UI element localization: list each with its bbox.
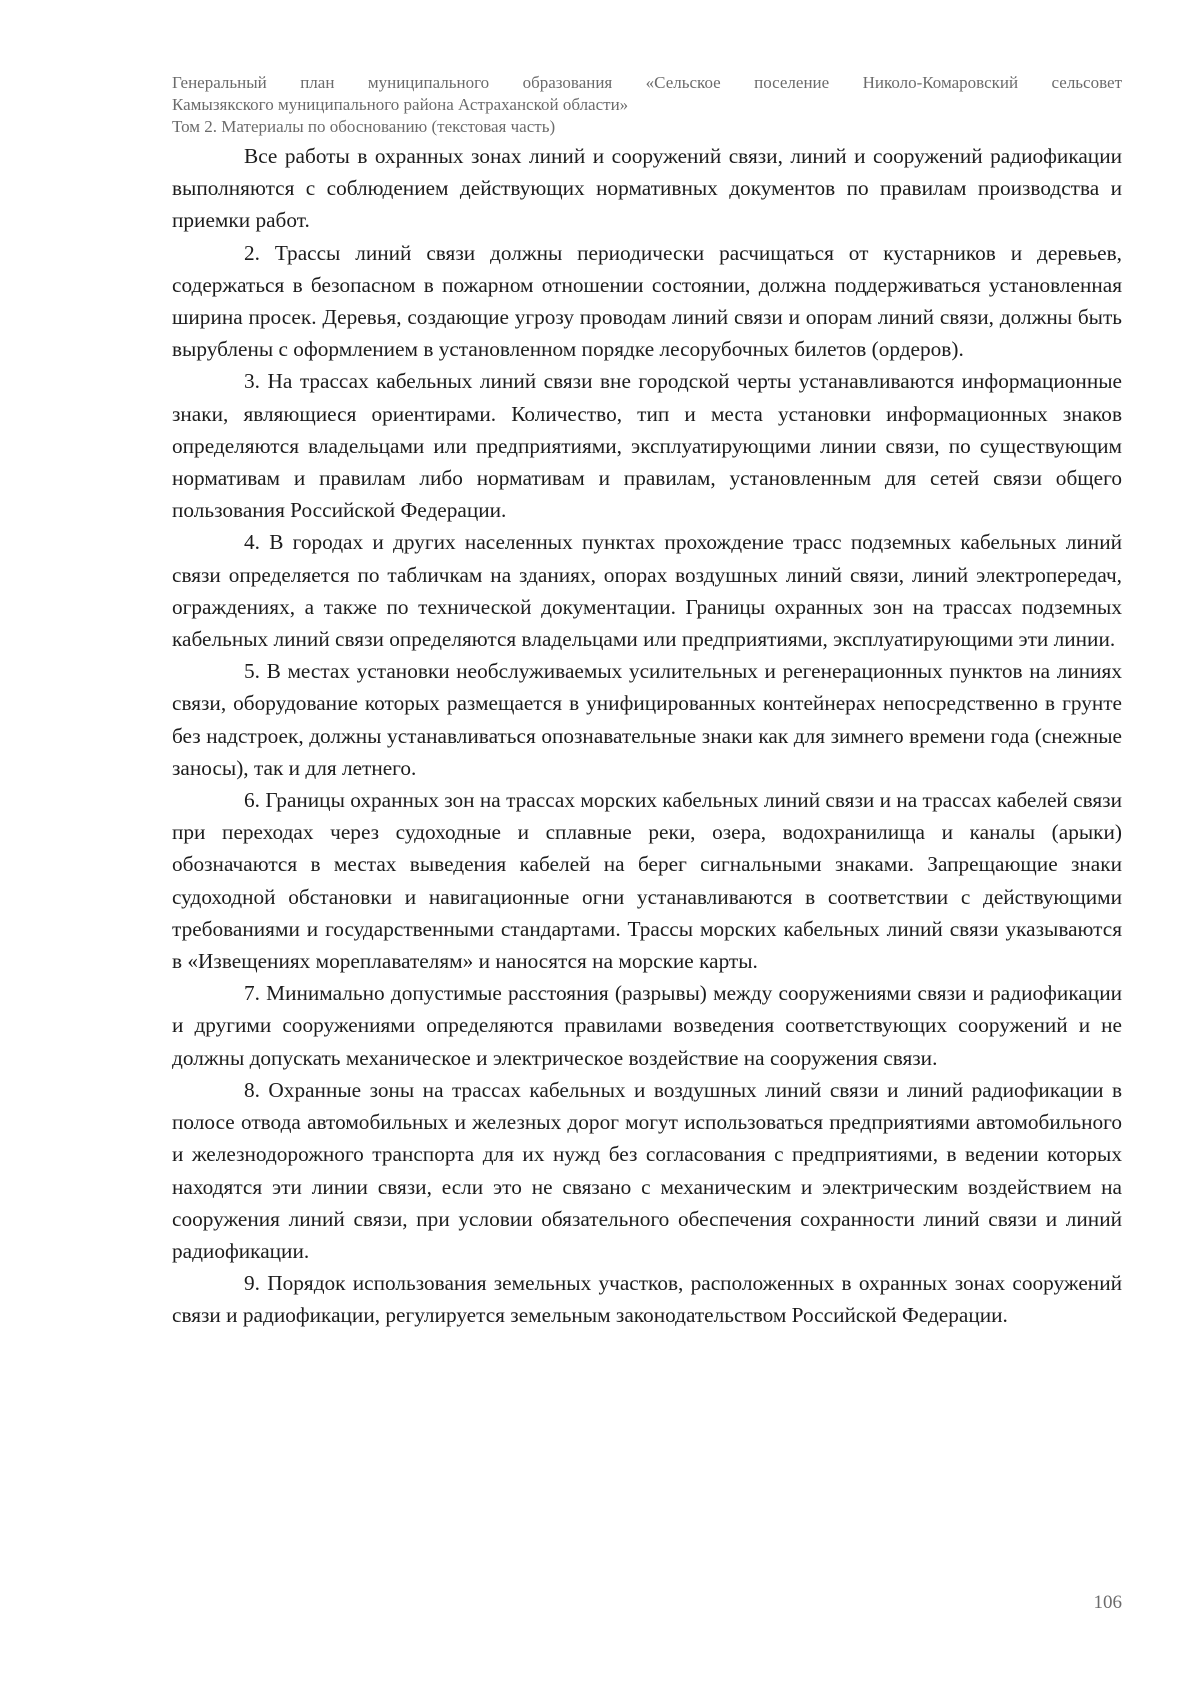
page-number: 106 [1093,1592,1122,1613]
paragraph-9: 9. Порядок использования земельных участков, расположенных в охранных зонах сооружений связи и радиофикации, регулируется земельным законодательством Российской Федерации. [172,1271,1122,1328]
paragraph-6: 6. Границы охранных зон на трассах морских кабельных линий связи и на трассах кабелей связи при переходах через судоходные и сплавные реки, озера, водохранилища и каналы (арыки) обозначаются в местах выведения кабелей на берег сигнальными знаками. Запрещающие знаки судоходной обстановки и навигационные огни устанавливаются в соответствии с действующими требованиями и государственными стандартами. Трассы морских кабельных линий связи указываются в «Извещениях мореплавателям» и наносятся на морские карты. [172,788,1122,974]
paragraph-8: 8. Охранные зоны на трассах кабельных и воздушных линий связи и линий радиофикации в полосе отвода автомобильных и железных дорог могут использоваться предприятиями автомобильного и железнодорожного транспорта для их нужд без согласования с предприятиями, в ведении которых находятся эти линии связи, если это не связано с механическим и электрическим воздействием на сооружения линий связи, при условии обязательного обеспечения сохранности линий связи и линий радиофикации. [172,1077,1122,1263]
running-header [172,72,1122,138]
header-line-3: Том 2. Материалы по обоснованию (текстовая часть) [172,117,556,136]
paragraph-7: 7. Минимально допустимые расстояния (разрывы) между сооружениями связи и радиофикации и другими сооружениями определяются правилами возведения соответствующих сооружений и не должны допускать механическое и электрическое воздействие на сооружения связи. [172,981,1122,1070]
paragraph-4: 4. В городах и других населенных пунктах прохождение трасс подземных кабельных линий связи определяется по табличкам на зданиях, опорах воздушных линий связи, линий электропередач, ограждениях, а также по технической документации. Границы охранных зон на трассах подземных кабельных линий связи определяются владельцами или предприятиями, эксплуатирующими эти линии. [172,530,1122,652]
header-line-2: Камызякского муниципального района Астраханской области» [172,95,629,114]
paragraph-intro: Все работы в охранных зонах линий и сооружений связи, линий и сооружений радиофикации выполняются с соблюдением действующих нормативных документов по правилам производства и приемки работ. [172,144,1122,233]
paragraph-5: 5. В местах установки необслуживаемых усилительных и регенерационных пунктов на линиях связи, оборудование которых размещается в унифицированных контейнерах непосредственно в грунте без надстроек, должны устанавливаться опознавательные знаки как для зимнего времени года (снежные заносы), так и для летнего. [172,659,1122,780]
paragraph-3: 3. На трассах кабельных линий связи вне городской черты устанавливаются информационные знаки, являющиеся ориентирами. Количество, тип и места установки информационных знаков определяются владельцами или предприятиями, эксплуатирующими линии связи, по существующим нормативам и правилам либо нормативам и правилам, установленным для сетей связи общего пользования Российской Федерации. [172,369,1122,523]
header-line-1: Генеральный план муниципального образования «Сельское поселение Николо-Комаровский сельсовет [172,73,1122,92]
paragraph-2: 2. Трассы линий связи должны периодически расчищаться от кустарников и деревьев, содержаться в безопасном в пожарном отношении состоянии, должна поддерживаться установленная ширина просек. Деревья, создающие угрозу проводам линий связи и опорам линий связи, должны быть вырублены с оформлением в установленном порядке лесорубочных билетов (ордеров). [172,240,1122,362]
document-body [172,140,1122,1332]
